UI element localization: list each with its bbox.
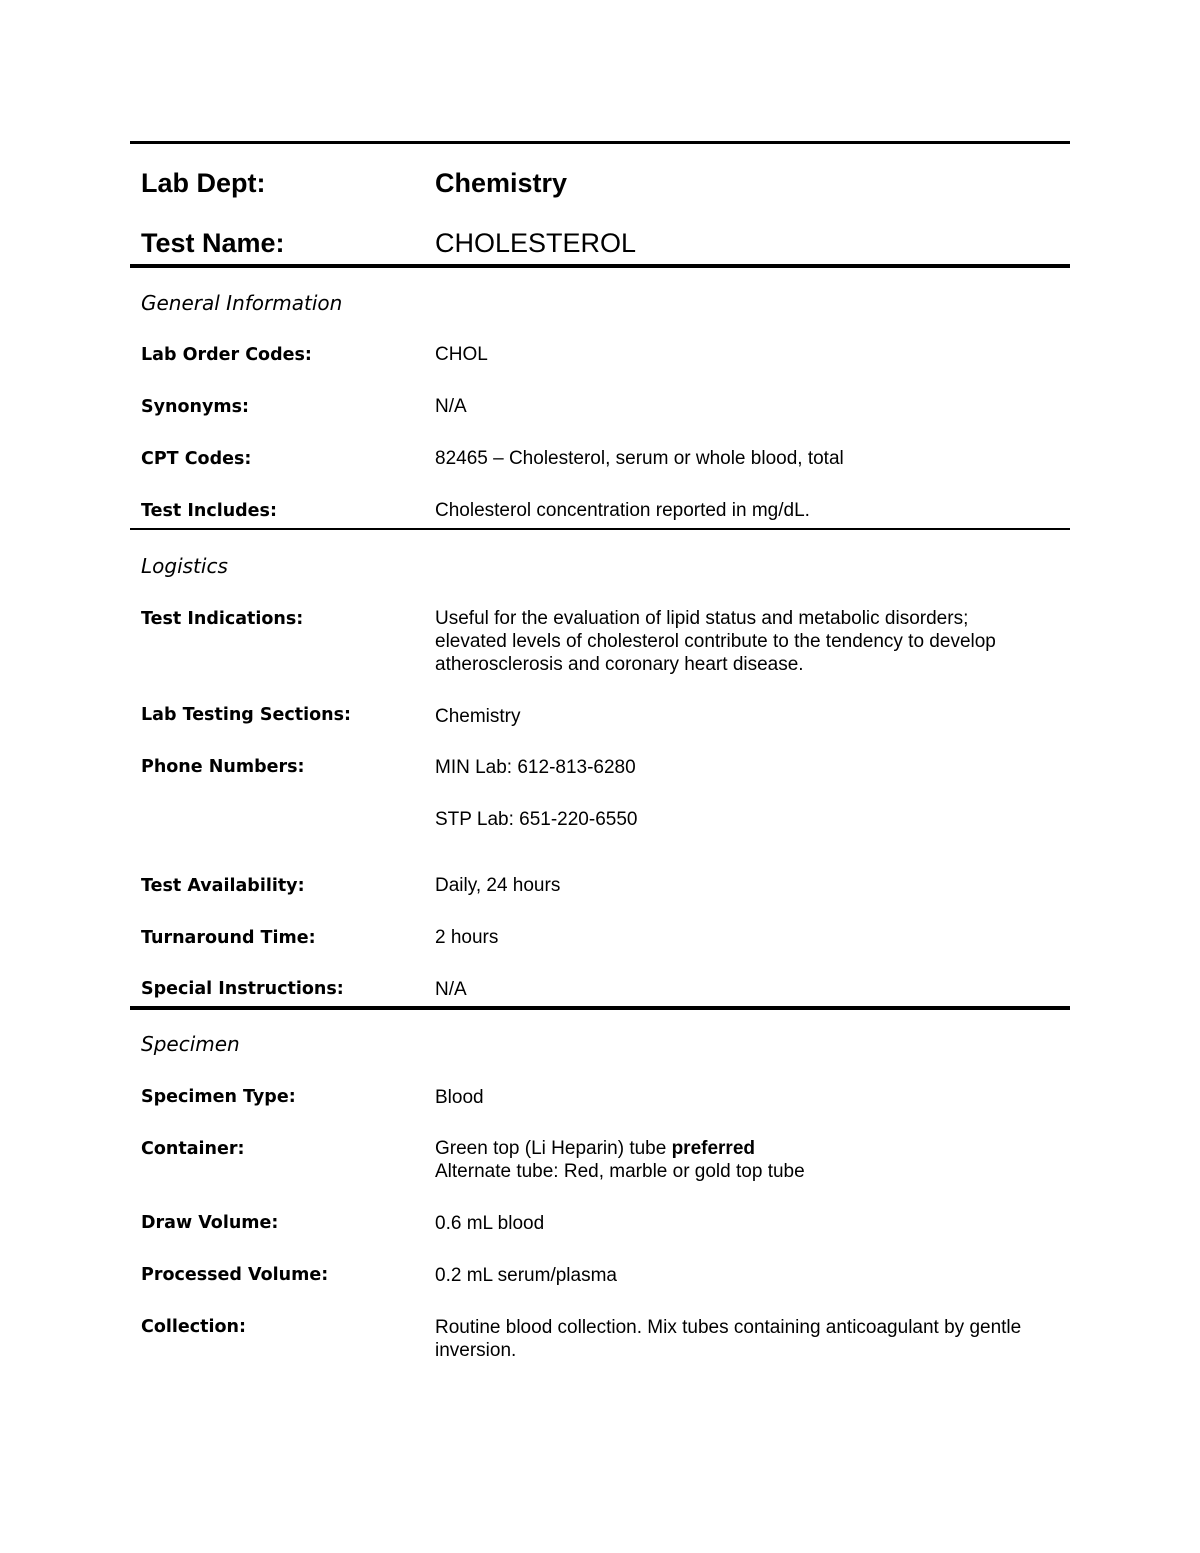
lab-testing-sections-value: Chemistry [435, 706, 521, 727]
test-indications-label: Test Indications: [141, 609, 304, 629]
lab-dept-label: Lab Dept: [141, 168, 266, 198]
cpt-codes-label: CPT Codes: [141, 449, 252, 469]
test-indications-line-2: elevated levels of cholesterol contribute to the tendency to develop [435, 631, 996, 652]
test-availability-label: Test Availability: [141, 876, 305, 896]
test-indications-line-3: atherosclerosis and coronary heart disease. [435, 654, 804, 675]
lab-testing-sections-label: Lab Testing Sections: [141, 705, 352, 725]
special-instructions-label: Special Instructions: [141, 979, 344, 999]
turnaround-time-value: 2 hours [435, 927, 499, 948]
phone-stp-lab: STP Lab: 651-220-6550 [435, 809, 638, 830]
header-rule [130, 264, 1070, 268]
draw-volume-value: 0.6 mL blood [435, 1213, 545, 1234]
section-title-logistics: Logistics [141, 554, 228, 578]
test-name-value: CHOLESTEROL [435, 228, 637, 258]
processed-volume-value: 0.2 mL serum/plasma [435, 1265, 617, 1286]
container-preferred-emphasis: preferred [671, 1138, 755, 1159]
test-name-label: Test Name: [141, 228, 285, 258]
test-includes-value: Cholesterol concentration reported in mg/dL. [435, 500, 810, 521]
section-title-specimen: Specimen [141, 1032, 240, 1056]
specimen-type-label: Specimen Type: [141, 1087, 296, 1107]
container-line-2: Alternate tube: Red, marble or gold top tube [435, 1161, 805, 1182]
container-label: Container: [141, 1139, 245, 1159]
processed-volume-label: Processed Volume: [141, 1265, 329, 1285]
special-instructions-value: N/A [435, 979, 467, 1000]
lab-order-codes-label: Lab Order Codes: [141, 345, 312, 365]
logistics-rule [130, 1006, 1070, 1010]
collection-label: Collection: [141, 1317, 246, 1337]
top-rule [130, 141, 1070, 144]
container-line-1 [435, 1137, 755, 1160]
phone-min-lab: MIN Lab: 612-813-6280 [435, 757, 636, 778]
phone-numbers-label: Phone Numbers: [141, 757, 305, 777]
container-tube-text: Green top (Li Heparin) tube [435, 1138, 672, 1159]
test-includes-label: Test Includes: [141, 501, 277, 521]
test-indications-line-1: Useful for the evaluation of lipid status and metabolic disorders; [435, 608, 969, 629]
section-title-general: General Information [141, 291, 343, 315]
draw-volume-label: Draw Volume: [141, 1213, 279, 1233]
general-rule [130, 528, 1070, 530]
synonyms-value: N/A [435, 396, 467, 417]
collection-line-2: inversion. [435, 1340, 517, 1361]
synonyms-label: Synonyms: [141, 397, 250, 417]
lab-order-codes-value: CHOL [435, 344, 488, 365]
specimen-type-value: Blood [435, 1087, 484, 1108]
test-availability-value: Daily, 24 hours [435, 875, 561, 896]
collection-line-1: Routine blood collection. Mix tubes containing anticoagulant by gentle [435, 1317, 1022, 1338]
cpt-codes-value: 82465 – Cholesterol, serum or whole blood, total [435, 448, 844, 469]
lab-dept-value: Chemistry [435, 168, 568, 198]
turnaround-time-label: Turnaround Time: [141, 928, 316, 948]
